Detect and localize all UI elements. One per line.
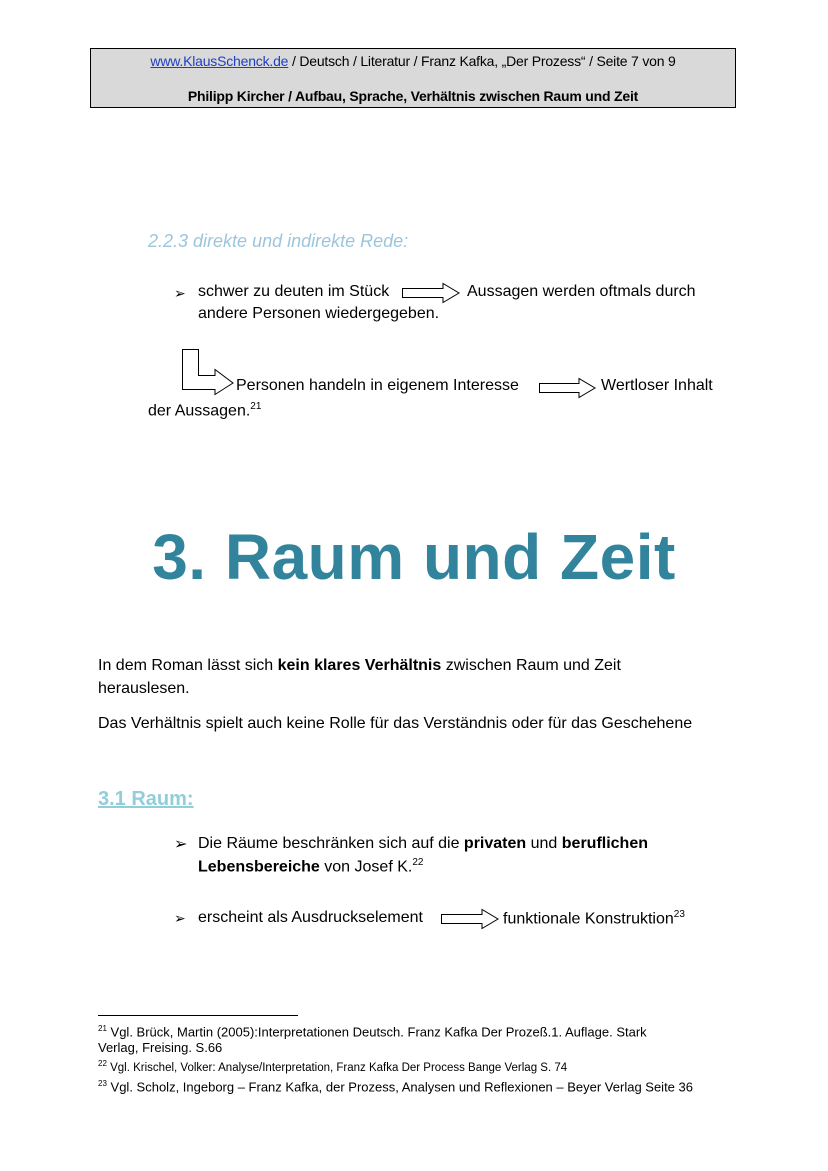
right-arrow-icon bbox=[539, 378, 596, 398]
page-header bbox=[90, 48, 736, 108]
line2-right-text: Wertloser Inhalt bbox=[601, 377, 713, 394]
right-arrow-icon bbox=[402, 283, 460, 303]
footnote-divider bbox=[98, 1015, 298, 1016]
chapter-3-paragraph-1-line-2: herauslesen. bbox=[98, 680, 190, 697]
bullet-text-continuation: andere Personen wiedergegeben. bbox=[198, 305, 440, 322]
footnote-21: $^{21}$ Vgl. Brück, Martin (2005):Interpretationen Deutsch. Franz Kafka Der Prozeß.1. Auflage. Stark Verlag, Freising. S.66 bbox=[98, 1024, 647, 1056]
header-line-1 bbox=[91, 53, 735, 69]
bullet-symbol: ➢ bbox=[174, 285, 186, 301]
bold-phrase: kein klares Verhältnis bbox=[277, 657, 442, 674]
footnote-ref[interactable]: 23 bbox=[673, 909, 685, 920]
bullet-symbol: ➢ bbox=[174, 836, 188, 853]
line2-continuation: der Aussagen.$^{21}$ bbox=[148, 401, 262, 420]
bullet-text-left: schwer zu deuten im Stück bbox=[198, 283, 390, 300]
header-path: / Deutsch / Literatur / Franz Kafka, „Der Prozess“ / Seite 7 von 9 bbox=[288, 53, 676, 69]
bent-arrow-icon bbox=[182, 349, 234, 395]
footnote-23: $^{23}$ Vgl. Scholz, Ingeborg – Franz Kafka, der Prozess, Analysen und Reflexionen – Beyer Verlag Seite 36 bbox=[98, 1079, 693, 1095]
footnote-22: $^{22}$ Vgl. Krischel, Volker: Analyse/Interpretation, Franz Kafka Der Process Bange Verlag S. 74 bbox=[98, 1059, 568, 1075]
raum-bullet-1-line-2: Lebensbereiche von Josef K.$^{22}$ bbox=[198, 857, 424, 876]
right-arrow-icon bbox=[441, 909, 499, 929]
raum-bullet-2-left: erscheint als Ausdruckselement bbox=[198, 909, 423, 926]
bullet-text-right: Aussagen werden oftmals durch bbox=[467, 283, 696, 300]
chapter-3-paragraph-1: In dem Roman lässt sich kein klares Verhältnis zwischen Raum und Zeit bbox=[98, 657, 621, 674]
footnotes bbox=[98, 1021, 738, 1095]
footnote-ref[interactable]: 22 bbox=[412, 857, 424, 868]
site-link[interactable]: www.KlausSchenck.de bbox=[150, 53, 289, 69]
line2-mid-text: Personen handeln in eigenem Interesse bbox=[236, 377, 519, 394]
bullet-symbol: ➢ bbox=[174, 910, 186, 926]
chapter-3-title: 3. Raum und Zeit bbox=[152, 521, 676, 593]
raum-bullet-2-right: funktionale Konstruktion$^{23}$ bbox=[503, 909, 685, 928]
chapter-3-paragraph-2: Das Verhältnis spielt auch keine Rolle für das Verständnis oder für das Geschehene bbox=[98, 715, 693, 732]
footnote-ref[interactable]: 21 bbox=[250, 401, 262, 412]
header-subtitle: Philipp Kircher / Aufbau, Sprache, Verhältnis zwischen Raum und Zeit bbox=[187, 88, 639, 104]
raum-bullet-1: Die Räume beschränken sich auf die privaten und beruflichen bbox=[198, 835, 648, 852]
section-3-1-heading: 3.1 Raum: bbox=[98, 788, 194, 810]
section-2-2-3-heading: 2.2.3 direkte und indirekte Rede: bbox=[148, 231, 409, 251]
